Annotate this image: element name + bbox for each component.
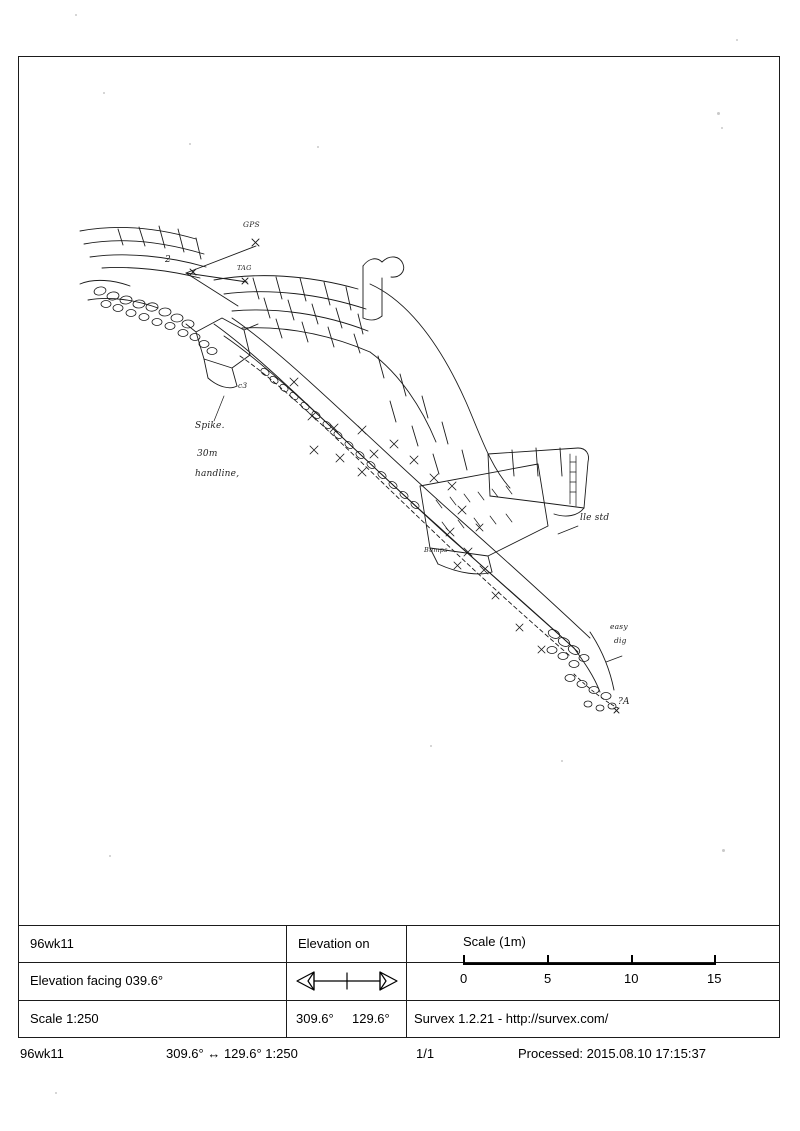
- scan-speck: [75, 14, 77, 16]
- footer-page-number: 1/1: [416, 1046, 435, 1061]
- scale-bar-axis: [463, 963, 716, 965]
- scale-bar: [425, 928, 777, 1018]
- annotation-easy: easy: [610, 622, 628, 631]
- title-block-rule: [18, 1037, 780, 1038]
- scale-bar-title: Scale (1m): [463, 934, 526, 949]
- scale-bar-label-5: 5: [544, 971, 552, 986]
- annotation-bumps: Bumps: [424, 546, 448, 554]
- annotation-lle-std: lle std: [580, 513, 610, 523]
- annotation-station-a: ?A: [618, 697, 630, 707]
- title-block-divider: [18, 925, 19, 1037]
- survey-sketch-svg: [18, 56, 780, 916]
- scan-speck: [736, 39, 738, 41]
- scale-bar-label-0: 0: [460, 971, 468, 986]
- software-credit: Survex 1.2.21 - http://survex.com/: [414, 1011, 609, 1026]
- footer-survey-name: 96wk11: [20, 1046, 64, 1061]
- scale-cell: Scale 1:250: [30, 1011, 99, 1026]
- scale-bar-tick: [547, 955, 549, 965]
- title-block: [18, 925, 780, 1038]
- annotation-tag: TAG: [237, 264, 252, 272]
- title-block-divider: [406, 925, 407, 1037]
- scan-speck: [55, 1092, 57, 1094]
- scale-bar-tick: [463, 955, 465, 965]
- title-block-rule: [18, 925, 780, 926]
- title-block-divider: [286, 925, 287, 1037]
- elevation-direction-arrows: [290, 967, 404, 995]
- annotation-station-2: 2: [165, 255, 171, 265]
- annotation-dig: dig: [614, 636, 627, 645]
- survey-drawing: [18, 56, 780, 916]
- scale-bar-label-10: 10: [624, 971, 639, 986]
- survey-name-cell: 96wk11: [30, 936, 74, 951]
- footer-processed-timestamp: Processed: 2015.08.10 17:15:37: [518, 1046, 706, 1061]
- elevation-on-label: Elevation on: [298, 936, 370, 951]
- annotation-handline: handline,: [195, 469, 240, 479]
- annotation-spike: Spike.: [195, 421, 225, 431]
- annotation-gps: GPS: [243, 220, 260, 229]
- annotation-c3: c3: [238, 381, 248, 390]
- scale-bar-label-15: 15: [707, 971, 722, 986]
- bearing-right: 129.6°: [352, 1011, 390, 1026]
- elevation-facing-cell: Elevation facing 039.6°: [30, 973, 164, 988]
- page-footer: [18, 1046, 780, 1066]
- title-block-divider: [779, 925, 780, 1037]
- scale-bar-tick: [714, 955, 716, 965]
- scale-bar-tick: [631, 955, 633, 965]
- bearing-left: 309.6°: [296, 1011, 334, 1026]
- footer-bearings: 309.6° ↔ 129.6° 1:250: [166, 1046, 298, 1061]
- annotation-depth-30m: 30m: [197, 449, 218, 459]
